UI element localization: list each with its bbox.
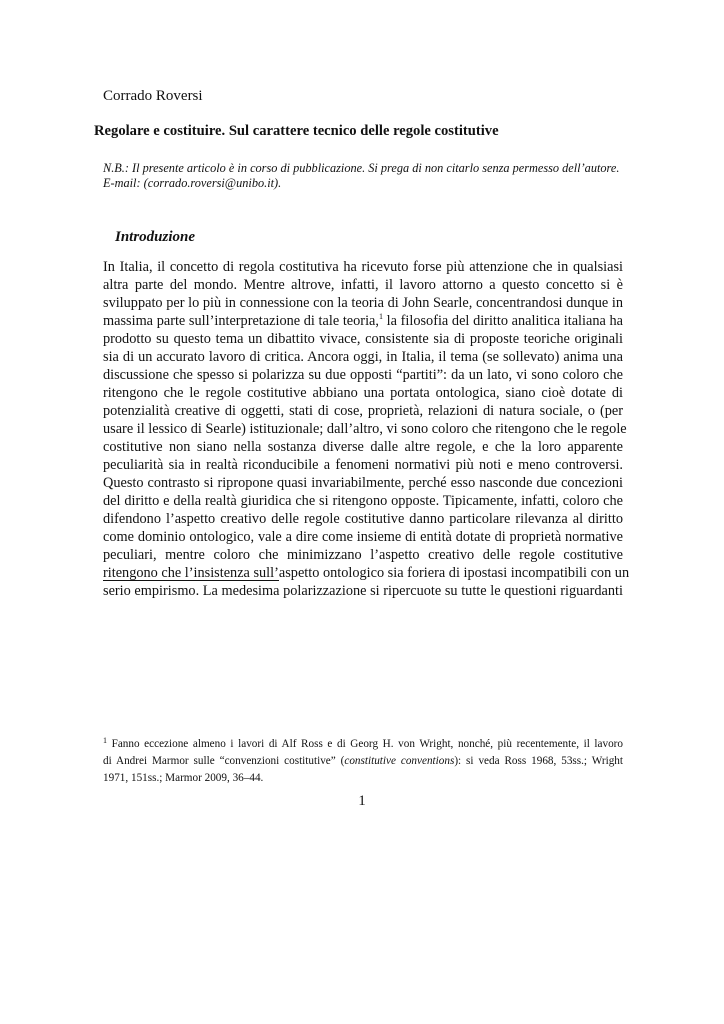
footnote-text: Fanno eccezione almeno i lavori di Alf Ross e di Georg H. von Wright, nonché, più recentemente, il lavoro — [111, 738, 624, 750]
footnote-line-2 — [103, 753, 623, 770]
article-title: Regolare e costituire. Sul carattere tecnico delle regole costitutive — [94, 123, 499, 139]
body-line: ritengono che le regole costitutive abbiano una portata ontologica, siano cioè dotate di — [103, 385, 623, 401]
footnote-number: 1 — [103, 736, 107, 745]
body-line: come dominio ontologico, vale a dire come insieme di entità dotate di proprietà normative — [103, 529, 623, 545]
body-line: Questo contrasto si ripropone quasi invariabilmente, perché esso nasconde due concezioni — [103, 475, 623, 491]
body-line-part: la filosofia del diritto analitica italiana ha — [386, 313, 623, 329]
body-line: peculiarità sia in realtà riconducibile a fenomeni normativi più noti e meno controversi. — [103, 457, 623, 473]
body-line: prodotto su questo tema un dibattito vivace, consistente sia di proposte teoriche originali — [103, 331, 623, 347]
body-line: difendono l’aspetto creativo delle regole costitutive danno particolare rilevanza al diritto — [103, 511, 623, 527]
body-line: sviluppato per lo più in connessione con la teoria di John Searle, concentrandosi dunque in — [103, 295, 623, 311]
body-line: sia di un accurato lavoro di critica. Ancora oggi, in Italia, il tema (se sollevato) anima una — [103, 349, 623, 365]
author-name: Corrado Roversi — [103, 88, 203, 104]
body-paragraph — [103, 258, 630, 600]
footnote — [103, 736, 623, 787]
footnote-separator — [103, 580, 279, 581]
footnote-line-3: 1971, 151ss.; Marmor 2009, 36–44. — [103, 772, 264, 784]
publication-note — [103, 161, 619, 191]
body-line: altra parte del mondo. Mentre altrove, infatti, il lavoro attorno a questo concetto si è — [103, 277, 623, 293]
body-line: serio empirismo. La medesima polarizzazione si ripercuote su tutte le questioni riguardanti — [103, 583, 623, 599]
body-line: discussione che spesso si polarizza su due opposti “partiti”: da un lato, vi sono coloro che — [103, 367, 623, 383]
body-line-part: massima parte sull’interpretazione di tale teoria, — [103, 313, 379, 329]
body-line: del diritto e della realtà giuridica che si ritengono opposte. Tipicamente, infatti, coloro che — [103, 493, 623, 509]
footnote-text: di Andrei Marmor sulle “convenzioni costitutive” ( — [103, 755, 345, 767]
body-line: usare il lessico di Searle) istituzionale; dall’altro, vi sono coloro che ritengono che le regole — [103, 421, 627, 437]
footnote-line-1 — [103, 736, 623, 753]
body-line: potenzialità creative di oggetti, stati di cose, proprietà, relazioni di natura sociale, o (per — [103, 403, 623, 419]
body-line-with-footnote-ref — [103, 312, 623, 330]
body-line: costitutive non siano nella sostanza diverse dalle altre regole, e che la loro apparente — [103, 439, 623, 455]
footnote-reference[interactable]: 1 — [378, 312, 383, 321]
footnote-text: ): si veda Ross 1968, 53ss.; Wright — [454, 755, 623, 767]
section-heading: Introduzione — [115, 229, 196, 245]
note-line-2: E-mail: (corrado.roversi@unibo.it). — [103, 176, 282, 190]
body-line: ritengono che l’insistenza sull’aspetto ontologico sia foriera di ipostasi incompatibili con un — [103, 565, 630, 581]
page-number: 1 — [358, 793, 366, 809]
note-line-1: N.B.: Il presente articolo è in corso di pubblicazione. Si prega di non citarlo senza permesso dell’autore. — [103, 161, 620, 175]
body-line: In Italia, il concetto di regola costitutiva ha ricevuto forse più attenzione che in qualsiasi — [103, 259, 623, 275]
footnote-italic-term: constitutive conventions — [344, 755, 455, 767]
body-line: peculiari, mentre coloro che minimizzano l’aspetto creativo delle regole costitutive — [103, 547, 623, 563]
